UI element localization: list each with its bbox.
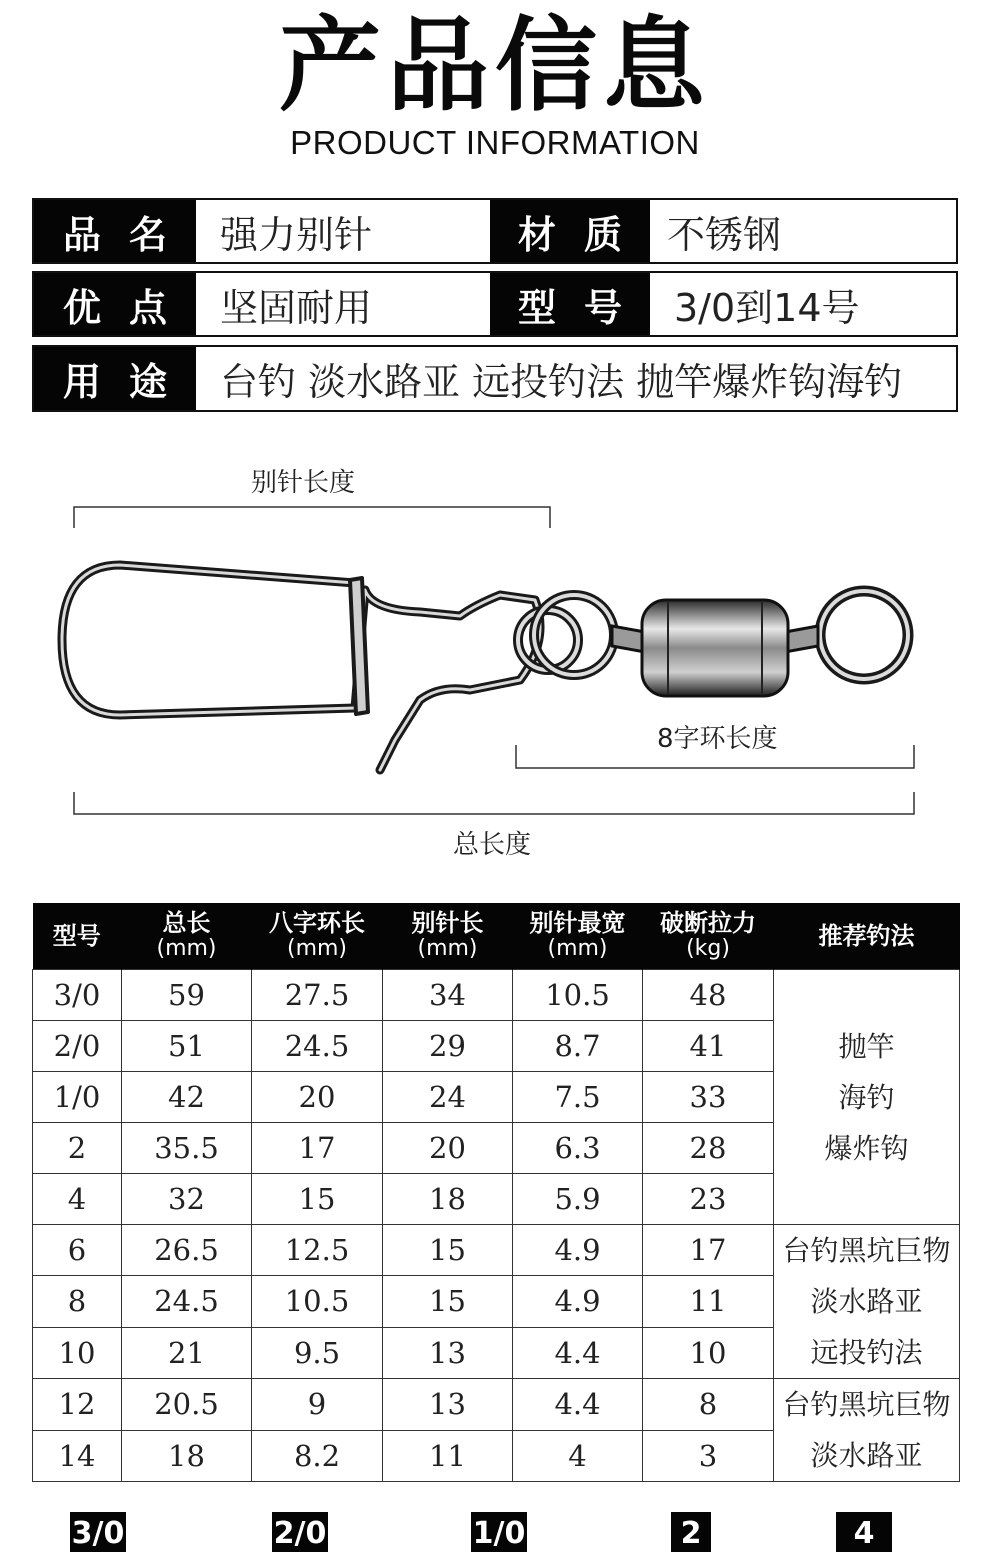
- table-cell: 42: [122, 1072, 252, 1123]
- swivel-barrel: [642, 600, 788, 696]
- table-cell: 21: [122, 1327, 252, 1378]
- size-tag: 4: [836, 1512, 892, 1552]
- table-cell: 8.2: [252, 1430, 383, 1482]
- table-cell: 5.9: [513, 1174, 643, 1225]
- table-cell: 8.7: [513, 1021, 643, 1072]
- usage-value: 台钓 淡水路亚 远投钓法 抛竿爆炸钩海钓: [220, 360, 903, 404]
- pin-length-label: 别针长度: [251, 468, 356, 498]
- size-tag: 2: [671, 1512, 711, 1552]
- snap-pin: [62, 565, 540, 770]
- col-header: 总长 (mm): [122, 903, 252, 970]
- table-row: [33, 1225, 960, 1276]
- table-cell: 27.5: [252, 970, 383, 1021]
- table-cell: 41: [643, 1021, 774, 1072]
- material-value: 不锈钢: [667, 212, 782, 257]
- table-cell: 4.9: [513, 1225, 643, 1276]
- table-cell: 33: [643, 1072, 774, 1123]
- table-header-row: [33, 903, 960, 970]
- table-cell: 29: [383, 1021, 513, 1072]
- table-cell: 11: [383, 1430, 513, 1482]
- table-cell: 17: [643, 1225, 774, 1276]
- spec-table: [32, 903, 960, 1482]
- col-header: 八字环长 (mm): [252, 903, 383, 970]
- page-subtitle: PRODUCT INFORMATION: [290, 124, 700, 161]
- method-line: 台钓黑坑巨物: [782, 1388, 951, 1421]
- table-cell: 3/0: [33, 970, 122, 1021]
- table-row: [33, 1379, 960, 1431]
- table-cell: 4: [513, 1430, 643, 1482]
- method-line: 爆炸钩: [824, 1131, 909, 1165]
- table-cell: 15: [383, 1276, 513, 1327]
- table-cell: 4.4: [513, 1379, 643, 1431]
- table-cell: 6: [33, 1225, 122, 1276]
- table-cell: 59: [122, 970, 252, 1021]
- table-cell: 6.3: [513, 1123, 643, 1174]
- table-cell: 15: [383, 1225, 513, 1276]
- table-cell: 13: [383, 1379, 513, 1431]
- table-cell: 4: [33, 1174, 122, 1225]
- size-tag: 1/0: [471, 1512, 527, 1552]
- method-cell: [774, 970, 960, 1225]
- col-header: 别针长 (mm): [383, 903, 513, 970]
- model-label: 型号: [490, 273, 650, 335]
- table-cell: 51: [122, 1021, 252, 1072]
- usage-label: 用途: [34, 347, 196, 410]
- table-cell: 4.4: [513, 1327, 643, 1378]
- table-cell: 35.5: [122, 1123, 252, 1174]
- table-cell: 24.5: [122, 1276, 252, 1327]
- table-cell: 8: [643, 1379, 774, 1431]
- table-cell: 12.5: [252, 1225, 383, 1276]
- table-cell: 24: [383, 1072, 513, 1123]
- method-line: 抛竿: [838, 1029, 895, 1063]
- method-line: 台钓黑坑巨物: [782, 1234, 951, 1267]
- table-cell: 9: [252, 1379, 383, 1431]
- table-cell: 32: [122, 1174, 252, 1225]
- info-row-advantage-model: [32, 271, 958, 337]
- method-line: 远投钓法: [810, 1336, 923, 1369]
- size-tag: 3/0: [70, 1512, 126, 1552]
- table-cell: 10: [643, 1327, 774, 1378]
- table-cell: 14: [33, 1430, 122, 1482]
- info-row-usage: [32, 345, 958, 412]
- table-cell: 20.5: [122, 1379, 252, 1431]
- table-cell: 20: [383, 1123, 513, 1174]
- table-cell: 15: [252, 1174, 383, 1225]
- table-cell: 18: [383, 1174, 513, 1225]
- total-length-bracket: [74, 792, 914, 814]
- ring-length-label: 8字环长度: [657, 724, 778, 754]
- advantage-label: 优点: [34, 273, 196, 335]
- ring-length-bracket: [516, 745, 914, 768]
- table-cell: 12: [33, 1379, 122, 1431]
- method-line: 淡水路亚: [810, 1285, 923, 1318]
- table-cell: 9.5: [252, 1327, 383, 1378]
- name-label: 品名: [34, 200, 196, 262]
- total-length-label: 总长度: [453, 830, 532, 860]
- table-cell: 23: [643, 1174, 774, 1225]
- table-cell: 2: [33, 1123, 122, 1174]
- table-cell: 34: [383, 970, 513, 1021]
- table-cell: 18: [122, 1430, 252, 1482]
- col-header: 型号: [33, 903, 122, 970]
- table-cell: 20: [252, 1072, 383, 1123]
- product-diagram: [0, 440, 990, 870]
- table-cell: 24.5: [252, 1021, 383, 1072]
- col-header: 破断拉力 (kg): [643, 903, 774, 970]
- method-line: 海钓: [838, 1080, 895, 1114]
- col-header: 别针最宽 (mm): [513, 903, 643, 970]
- size-tag: 2/0: [272, 1512, 328, 1552]
- table-cell: 2/0: [33, 1021, 122, 1072]
- pin-length-bracket: [74, 507, 550, 528]
- material-label: 材质: [490, 200, 650, 262]
- table-cell: 3: [643, 1430, 774, 1482]
- table-cell: 10.5: [252, 1276, 383, 1327]
- snap-swivel-illustration: [0, 440, 990, 870]
- table-cell: 7.5: [513, 1072, 643, 1123]
- table-cell: 26.5: [122, 1225, 252, 1276]
- table-cell: 8: [33, 1276, 122, 1327]
- table-cell: 10: [33, 1327, 122, 1378]
- table-cell: 48: [643, 970, 774, 1021]
- name-value: 强力别针: [220, 212, 373, 257]
- table-cell: 28: [643, 1123, 774, 1174]
- table-cell: 17: [252, 1123, 383, 1174]
- info-row-name-material: [32, 198, 958, 264]
- table-row: [33, 970, 960, 1021]
- method-cell: [774, 1225, 960, 1379]
- model-value: 3/0到14号: [674, 285, 860, 330]
- table-cell: 11: [643, 1276, 774, 1327]
- table-cell: 10.5: [513, 970, 643, 1021]
- col-header: 推荐钓法: [774, 903, 960, 970]
- table-cell: 4.9: [513, 1276, 643, 1327]
- advantage-value: 坚固耐用: [220, 285, 373, 330]
- table-cell: 13: [383, 1327, 513, 1378]
- table-cell: 1/0: [33, 1072, 122, 1123]
- page-title: 产品信息: [279, 7, 711, 126]
- method-cell: [774, 1379, 960, 1482]
- method-line: 淡水路亚: [810, 1439, 923, 1472]
